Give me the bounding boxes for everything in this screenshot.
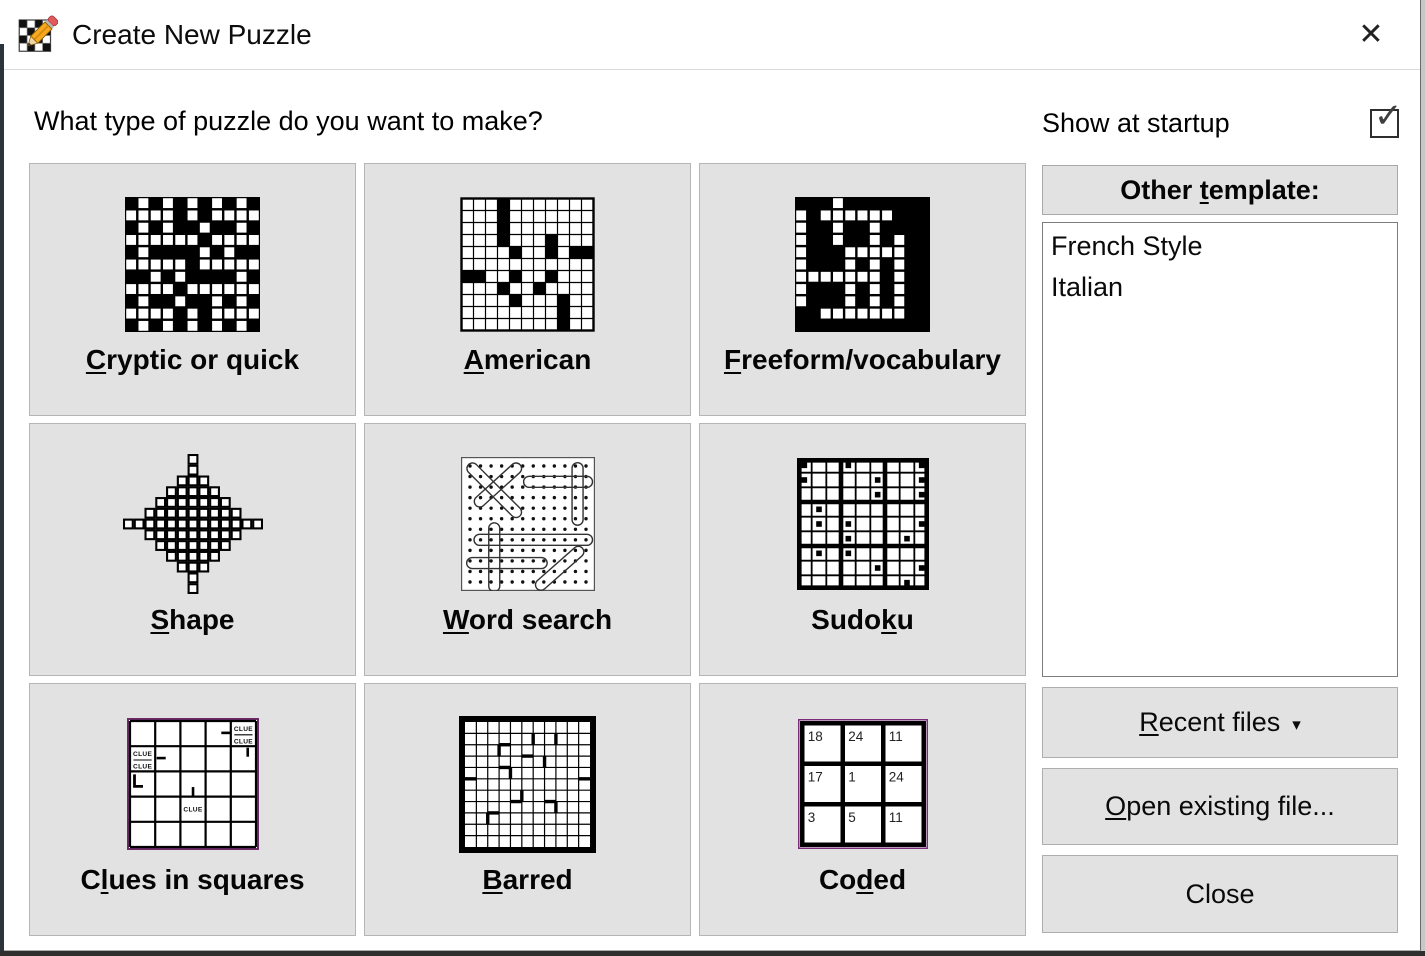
svg-text:11: 11 — [888, 809, 903, 825]
tile-sudoku[interactable] — [699, 423, 1026, 676]
sudoku-grid-image — [797, 454, 929, 594]
tile-coded[interactable] — [699, 683, 1026, 936]
tile-label: Freeform/vocabulary — [724, 344, 1001, 375]
close-dialog-button[interactable] — [1042, 855, 1398, 933]
tile-label: Shape — [150, 604, 235, 635]
show-at-startup-label: Show at startup — [1042, 108, 1230, 138]
background-window-edge-right — [1421, 0, 1425, 956]
cryptic-grid-image — [125, 194, 260, 334]
app-icon — [18, 15, 58, 55]
other-template-header — [1042, 165, 1398, 215]
svg-text:3: 3 — [807, 809, 815, 825]
recent-files-label: Recent files — [1139, 707, 1281, 737]
window-titlebar[interactable] — [4, 0, 1420, 70]
tile-label: Cryptic or quick — [85, 344, 300, 375]
tile-label: Word search — [442, 604, 613, 635]
tile-label: Clues in squares — [80, 864, 305, 895]
create-new-puzzle-dialog — [4, 0, 1421, 951]
tile-cryptic-or-quick[interactable] — [29, 163, 356, 416]
side-panel — [1042, 165, 1398, 933]
open-existing-file-button[interactable] — [1042, 768, 1398, 845]
open-existing-file-label: Open existing file... — [1105, 791, 1335, 821]
template-list-item[interactable]: French Style — [1051, 231, 1203, 261]
svg-text:CLUE: CLUE — [182, 806, 203, 814]
tile-label: Coded — [818, 864, 907, 895]
svg-text:24: 24 — [888, 769, 904, 785]
shape-grid-image — [123, 454, 263, 594]
tile-american[interactable] — [364, 163, 691, 416]
background-window-edge-bottom — [0, 951, 1425, 956]
barred-grid-image — [459, 714, 596, 854]
tile-word-search[interactable] — [364, 423, 691, 676]
recent-files-button[interactable] — [1042, 687, 1398, 758]
american-grid-image — [460, 194, 595, 334]
svg-text:24: 24 — [847, 728, 863, 744]
close-icon: ✕ — [1358, 17, 1384, 51]
check-icon: ✓ — [1374, 97, 1403, 135]
svg-text:CLUE: CLUE — [132, 763, 152, 771]
svg-text:CLUE: CLUE — [233, 738, 253, 746]
svg-text:18: 18 — [807, 728, 823, 744]
svg-text:5: 5 — [847, 809, 856, 825]
template-list-item[interactable]: Italian — [1051, 272, 1124, 302]
question-text: What type of puzzle do you want to make? — [34, 106, 543, 136]
clues-in-squares-image — [127, 714, 259, 854]
tile-barred[interactable] — [364, 683, 691, 936]
coded-grid-image — [798, 714, 928, 854]
other-template-label: Other template: — [1120, 174, 1320, 205]
svg-text:CLUE: CLUE — [132, 751, 152, 759]
tile-shape[interactable] — [29, 423, 356, 676]
tile-label: Barred — [482, 864, 573, 895]
svg-text:CLUE: CLUE — [233, 726, 253, 733]
window-title: Create New Puzzle — [72, 18, 312, 50]
template-list[interactable] — [1042, 222, 1398, 677]
svg-text:1: 1 — [847, 769, 856, 785]
svg-text:17: 17 — [807, 769, 823, 785]
tile-clues-in-squares[interactable] — [29, 683, 356, 936]
tile-freeform-vocabulary[interactable] — [699, 163, 1026, 416]
puzzle-type-grid — [29, 163, 1026, 936]
show-at-startup-checkbox[interactable] — [1370, 97, 1403, 138]
svg-text:11: 11 — [888, 728, 903, 744]
word-search-image — [461, 454, 595, 594]
close-button[interactable] — [1342, 0, 1400, 68]
tile-label: Sudoku — [811, 604, 914, 635]
freeform-grid-image — [795, 194, 930, 334]
close-dialog-label: Close — [1185, 878, 1255, 909]
tile-label: American — [463, 344, 592, 375]
dropdown-caret-icon: ▾ — [1292, 714, 1301, 734]
